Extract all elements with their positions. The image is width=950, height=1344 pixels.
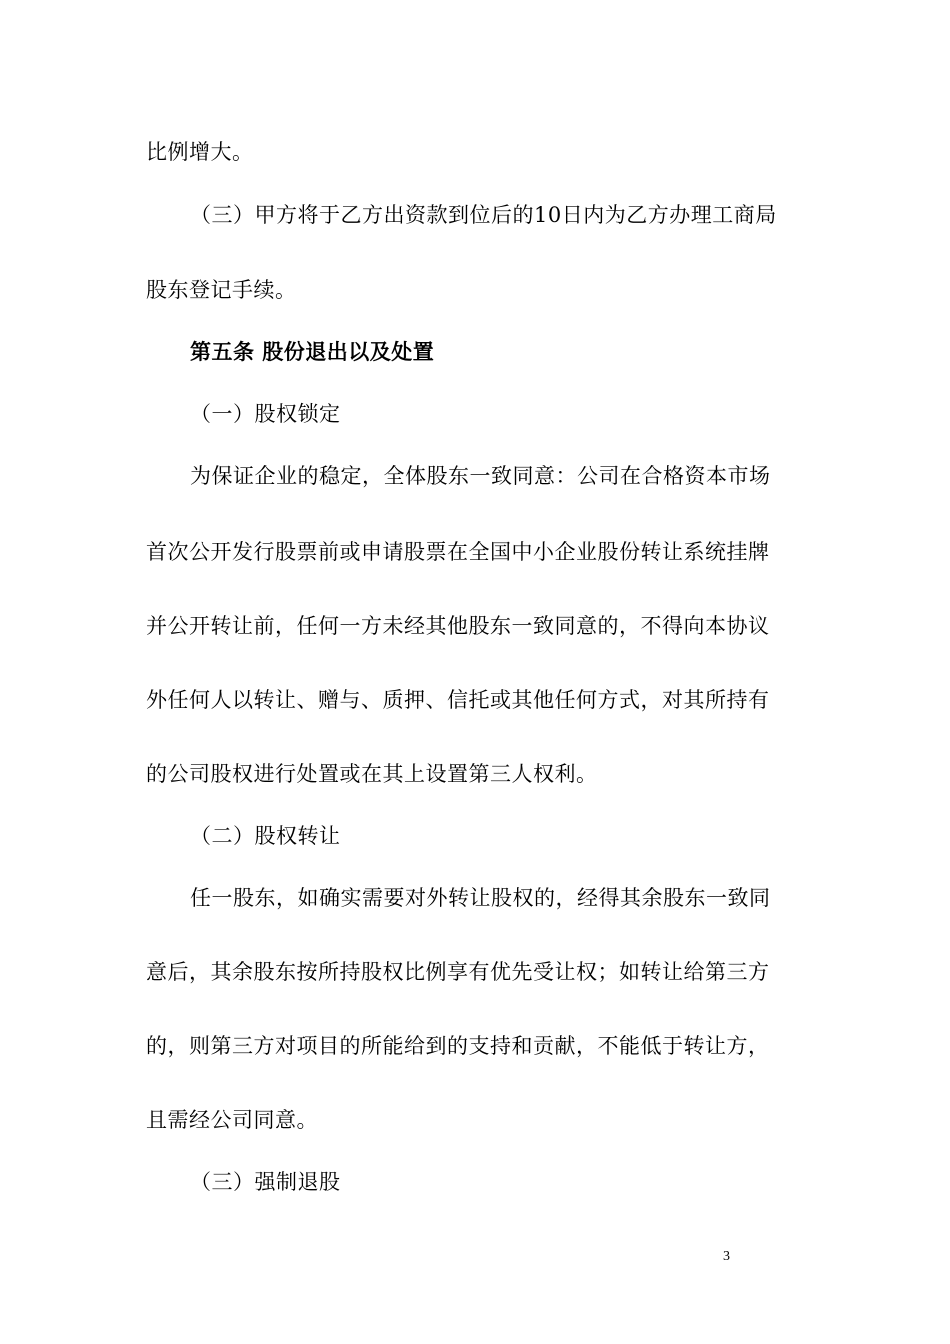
paragraph-line: 首次公开发行股票前或申请股票在全国中小企业股份转让系统挂牌 [146, 540, 770, 564]
paragraph-line: （三）甲方将于乙方出资款到位后的10日内为乙方办理工商局 [190, 203, 777, 227]
paragraph-line: 的公司股权进行处置或在其上设置第三人权利。 [146, 762, 598, 786]
subsection-heading: （三）强制退股 [190, 1170, 341, 1194]
paragraph-line: 外任何人以转让、赠与、质押、信托或其他任何方式，对其所持有 [146, 688, 770, 712]
paragraph-line: 比例增大。 [146, 140, 254, 164]
paragraph-line: 并公开转让前，任何一方未经其他股东一致同意的，不得向本协议 [146, 614, 770, 638]
paragraph-line: 为保证企业的稳定，全体股东一致同意：公司在合格资本市场 [190, 464, 771, 488]
paragraph-line: 的，则第三方对项目的所能给到的支持和贡献，不能低于转让方， [146, 1034, 770, 1058]
paragraph-line: 股东登记手续。 [146, 278, 297, 302]
page-number: 3 [723, 1249, 730, 1264]
paragraph-line: 且需经公司同意。 [146, 1108, 318, 1132]
paragraph-line: 意后，其余股东按所持股权比例享有优先受让权；如转让给第三方 [146, 960, 770, 984]
paragraph-line: 任一股东，如确实需要对外转让股权的，经得其余股东一致同 [190, 886, 771, 910]
subsection-heading: （二）股权转让 [190, 824, 341, 848]
section-heading: 第五条 股份退出以及处置 [190, 340, 435, 364]
subsection-heading: （一）股权锁定 [190, 402, 341, 426]
